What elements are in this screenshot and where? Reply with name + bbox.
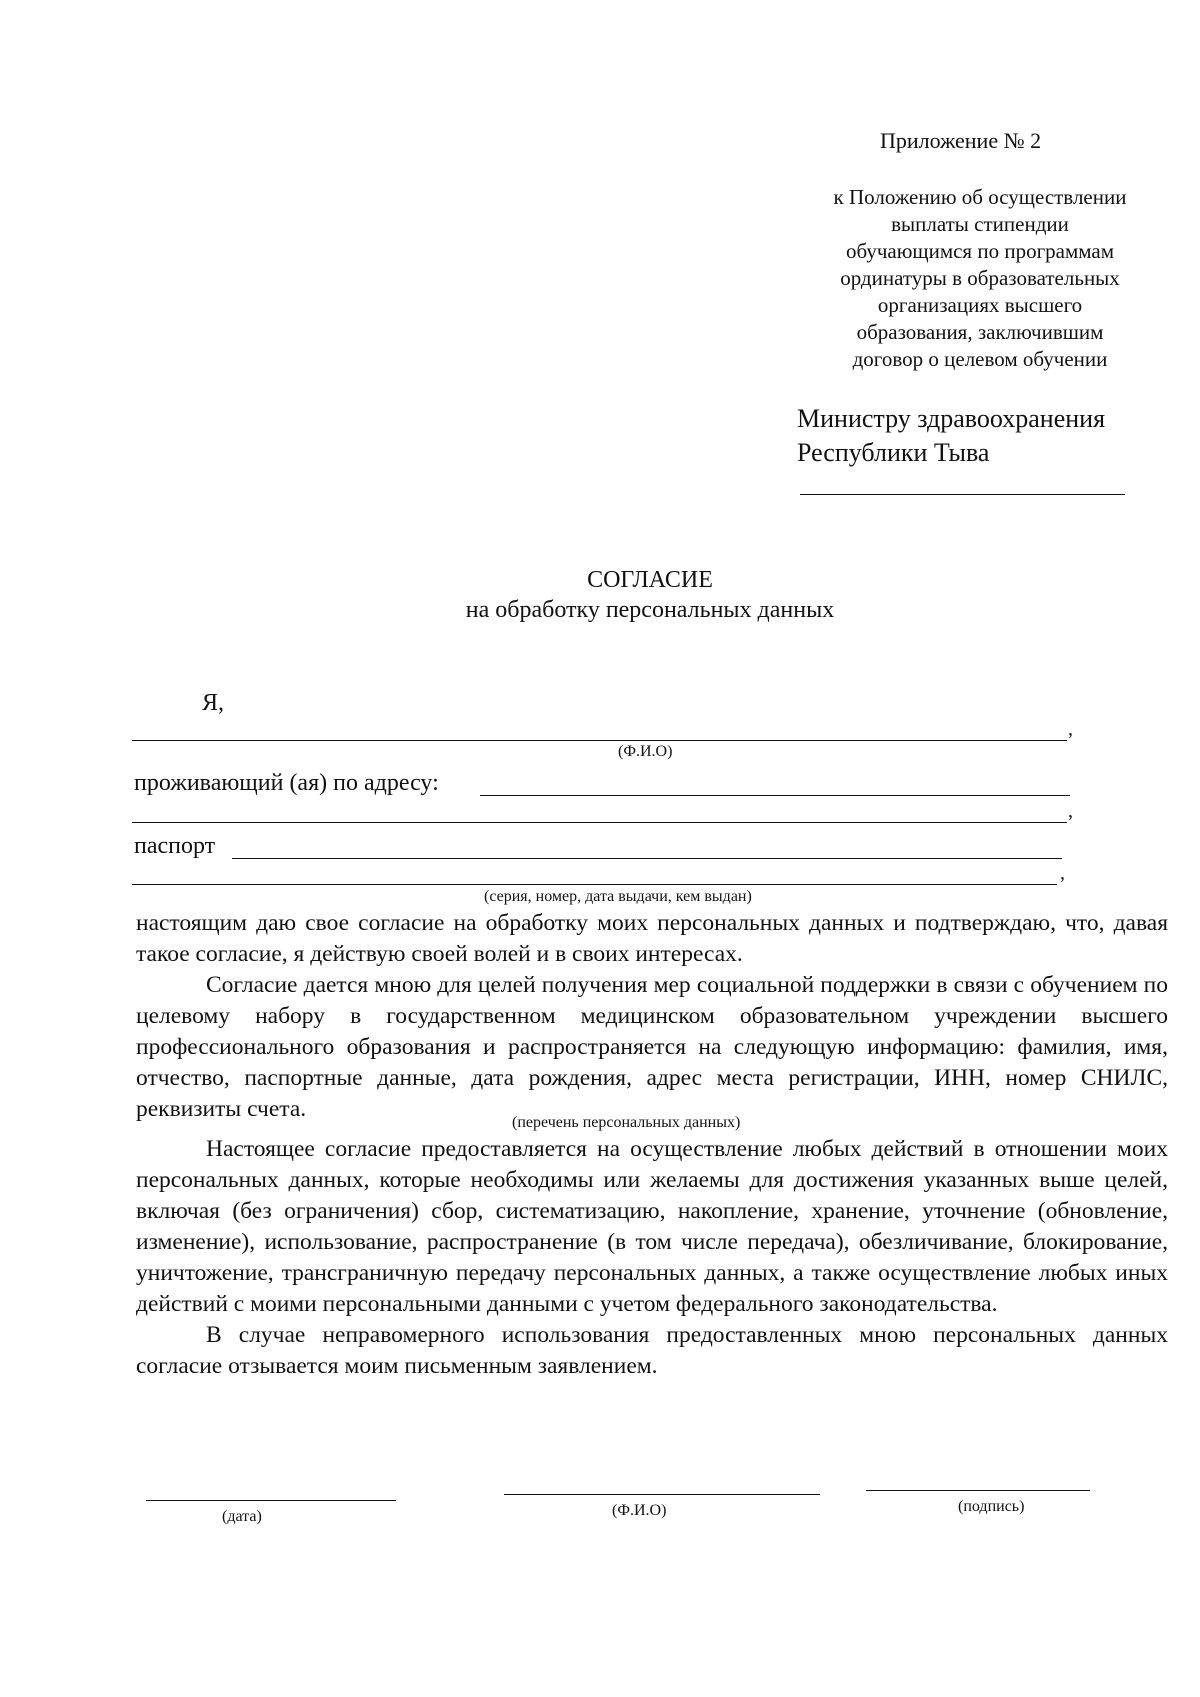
comma: , [1060, 862, 1065, 884]
appendix-description [760, 184, 1200, 373]
sign-caption: (подпись) [958, 1498, 1025, 1515]
passport-blank-line-1 [232, 858, 1062, 859]
passport-label: паспорт [134, 833, 216, 859]
addressee-line: Министру здравоохранения [797, 404, 1106, 433]
address-blank-line-1 [480, 795, 1070, 796]
addressee-line: Республики Тыва [797, 438, 990, 467]
paragraph-revocation: В случае неправомерного использования предоставленных мною персональных данных согласие отзывается моим письменным заявлением. [136, 1322, 1168, 1379]
paragraph-scope: Настоящее согласие предоставляется на осуществление любых действий в отношении моих персональных данных, которые необходимы или желаемы для достижения указанных выше целей, включая (без ограничения) сбор, систематизацию, накопление, хранение, уточнение (обновление, изменение), использование, распространение (в том числе передача), обезличивание, блокирование, уничтожение, трансграничную передачу персональных данных, а также осуществление любых иных действий с моими персональными данными с учетом федерального законодательства. [136, 1136, 1168, 1317]
fio-caption: (Ф.И.О) [618, 743, 673, 760]
consent-body-continued [136, 1134, 1168, 1382]
addressee-blank-line [800, 494, 1125, 495]
date-blank-line [146, 1500, 396, 1501]
ya-label: Я, [202, 690, 225, 716]
consent-body [136, 908, 1168, 1125]
address-label: проживающий (ая) по адресу: [134, 770, 439, 796]
appendix-line: к Положению об осуществлении [833, 185, 1127, 209]
signature-fio-blank-line [504, 1494, 820, 1495]
paragraph-intro: настоящим даю свое согласие на обработку моих персональных данных и подтверждаю, что, давая такое согласие, я действую своей волей и в своих интересах. [136, 910, 1168, 967]
data-list-caption: (перечень персональных данных) [512, 1114, 741, 1131]
paragraph-purpose: Согласие дается мною для целей получения мер социальной поддержки в связи с обучением по целевому набору в государственном медицинском образовательном учреждении высшего профессионального образования и распространяется на следующую информацию: фамилия, имя, отчество, паспортные данные, дата рождения, адрес места регистрации, ИНН, номер СНИЛС, реквизиты счета. [136, 972, 1168, 1122]
comma: , [1068, 800, 1073, 822]
document-subtitle: на обработку персональных данных [465, 597, 835, 623]
appendix-title: Приложение № 2 [880, 128, 1042, 153]
appendix-line: ординатуры в образовательных [840, 266, 1120, 290]
address-blank-line-2 [132, 822, 1067, 823]
appendix-line: договор о целевом обучении [852, 347, 1108, 371]
appendix-line: организациях высшего [877, 293, 1083, 317]
document-title: СОГЛАСИЕ [587, 567, 713, 593]
comma: , [1068, 718, 1073, 740]
appendix-line: выплаты стипендии [891, 212, 1069, 236]
signature-fio-caption: (Ф.И.О) [612, 1502, 667, 1519]
addressee [797, 402, 1105, 470]
appendix-line: обучающимся по программам [845, 239, 1115, 263]
date-caption: (дата) [222, 1508, 262, 1525]
passport-blank-line-2 [132, 884, 1057, 885]
fio-blank-line [132, 740, 1067, 741]
passport-caption: (серия, номер, дата выдачи, кем выдан) [484, 888, 752, 905]
sign-blank-line [866, 1490, 1090, 1491]
appendix-line: образования, заключившим [856, 320, 1104, 344]
